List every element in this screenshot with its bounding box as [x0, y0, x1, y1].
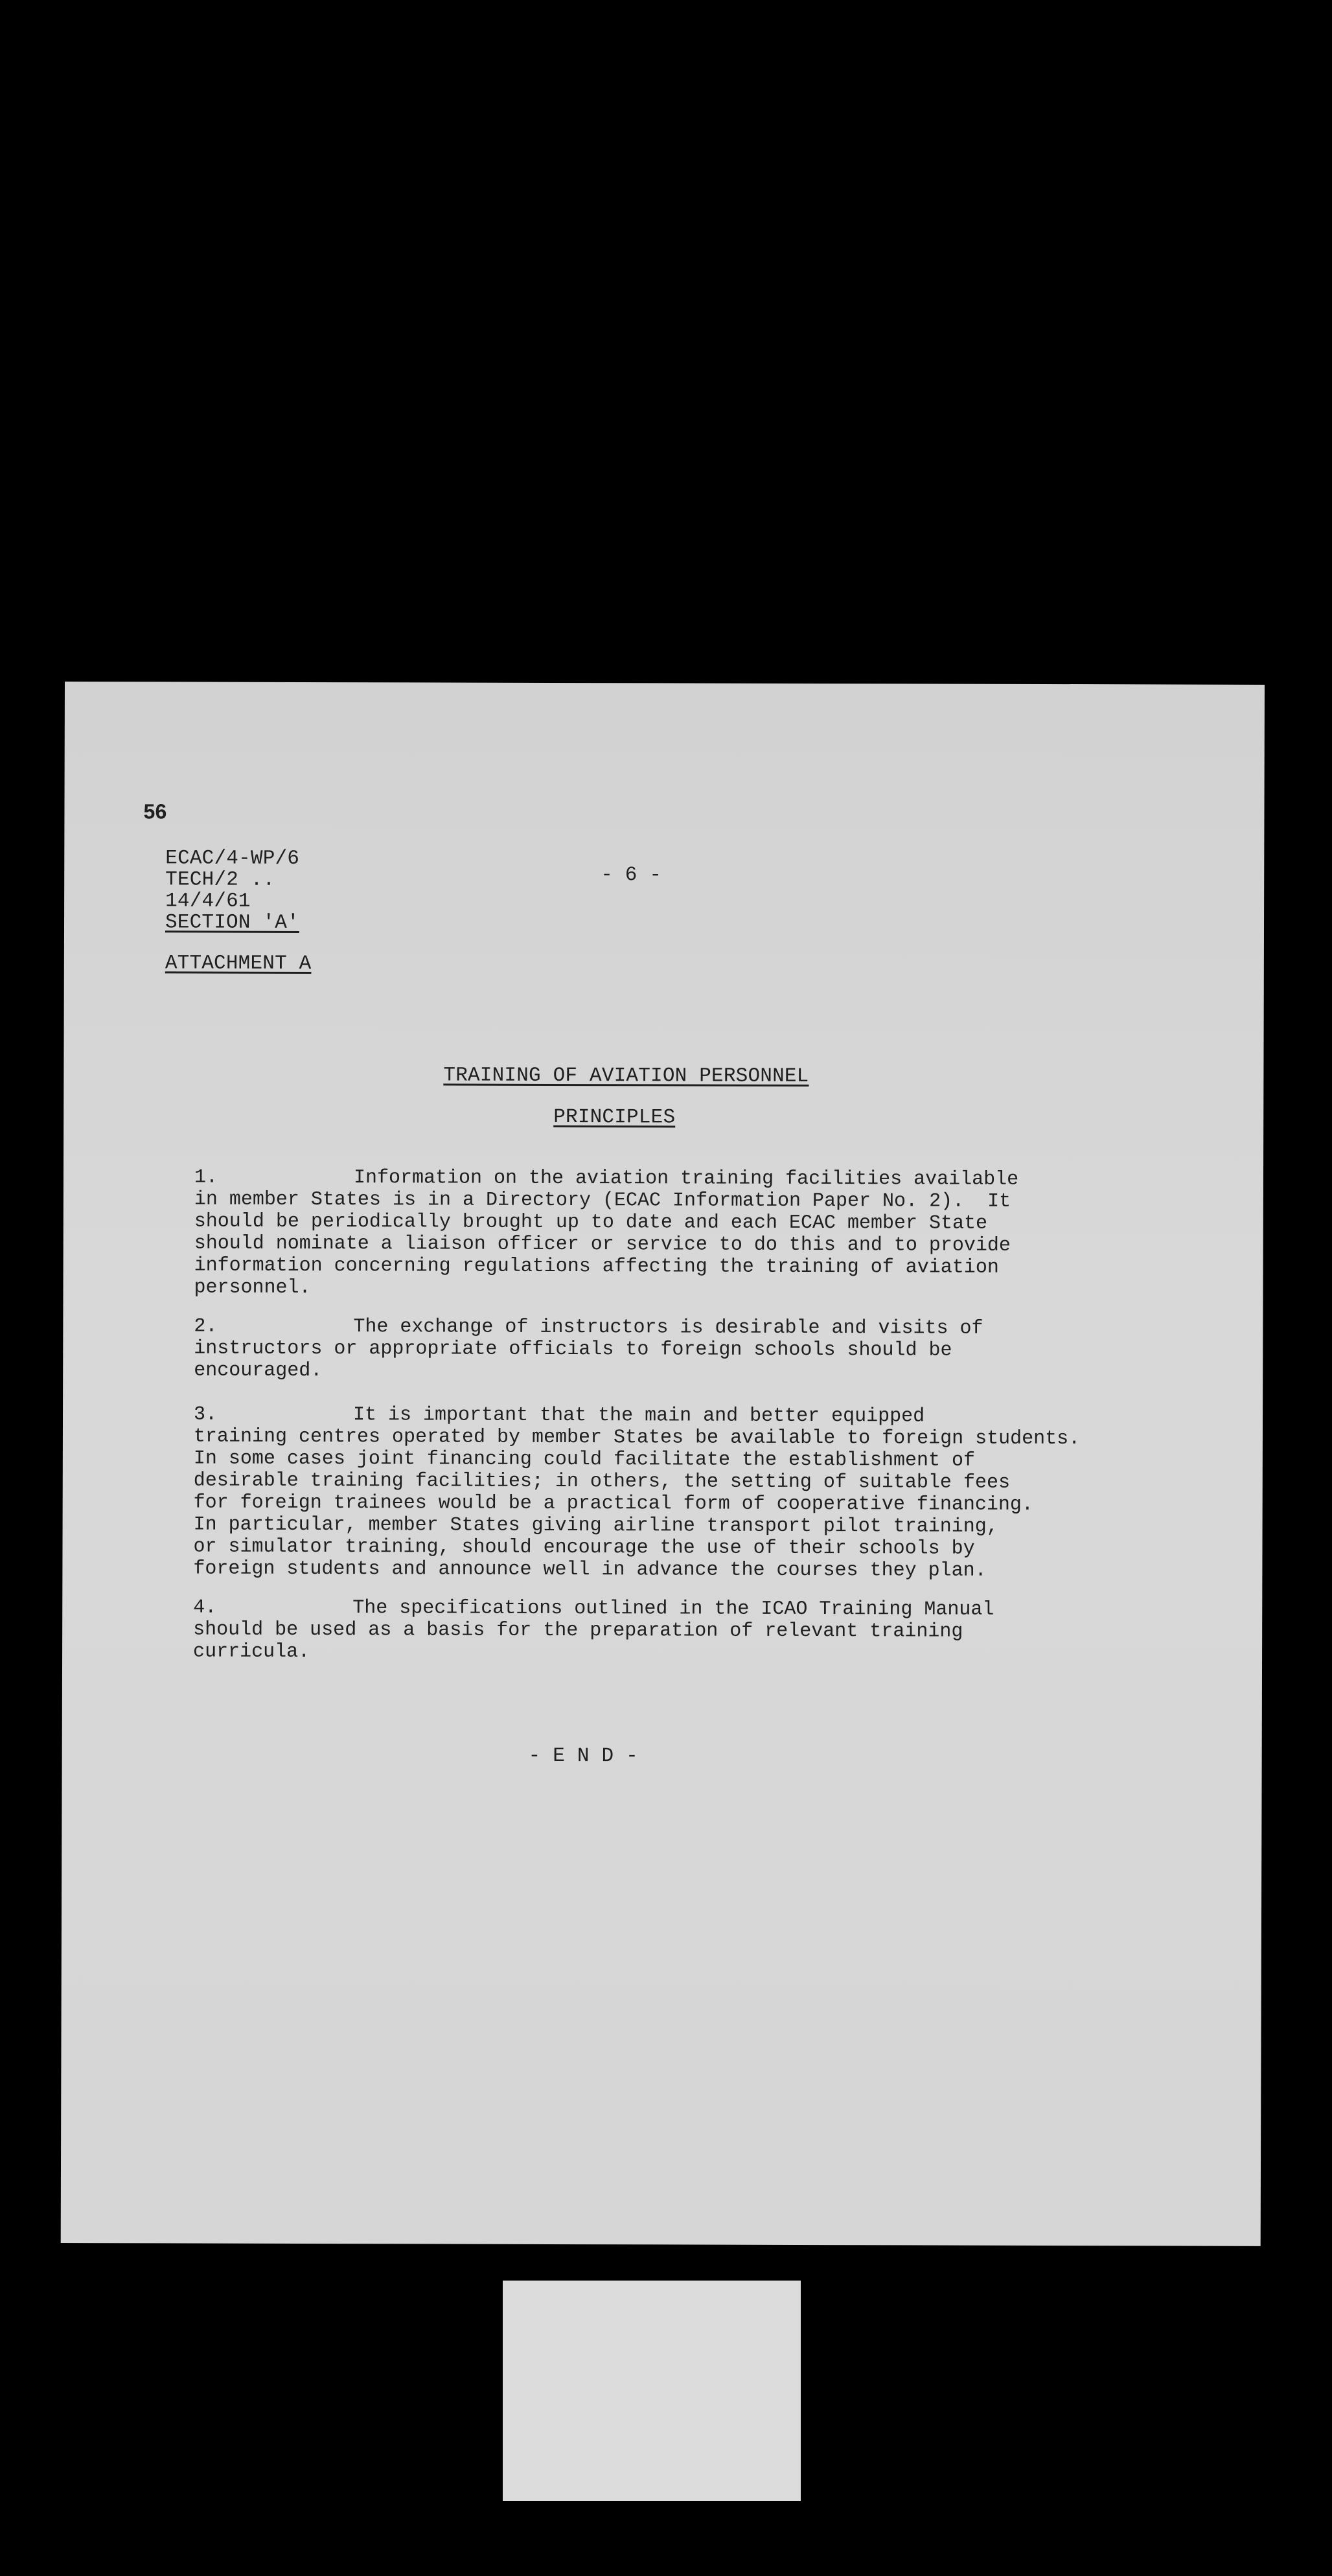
document-title: TRAINING OF AVIATION PERSONNEL — [443, 1064, 809, 1088]
paragraph-2: 2. The exchange of instructors is desirable and visits of instructors or appropriate officials to foreign schools should be encouraged. — [194, 1315, 983, 1383]
tech-reference: TECH/2 .. — [165, 868, 275, 891]
paragraph-1: 1. Information on the aviation training facilities available in member States is in a Directory (ECAC Information Paper No. 2). It should be periodically brought up to date and each ECAC member State should nominate a liaison officer or service to do this and to provide information concerning regulations affecting the training of aviation personnel. — [194, 1166, 1019, 1299]
page-number: 56 — [143, 799, 167, 823]
paragraph-number: 1. — [194, 1166, 218, 1189]
paragraph-number: 3. — [193, 1403, 218, 1426]
doc-reference: ECAC/4-WP/6 — [165, 847, 300, 870]
document-date: 14/4/61 — [165, 890, 251, 913]
section-label: SECTION 'A' — [165, 911, 299, 934]
document-sheet — [61, 682, 1265, 2246]
end-marker: - E N D - — [528, 1744, 638, 1768]
document-subtitle: PRINCIPLES — [553, 1105, 676, 1129]
attachment-label: ATTACHMENT A — [165, 952, 312, 975]
paragraph-number: 2. — [194, 1315, 218, 1338]
paragraph-4: 4. The specifications outlined in the ICAO Training Manual should be used as a basis for the preparation of relevant training curricula. — [193, 1596, 994, 1663]
calibration-card — [503, 2281, 801, 2501]
paragraph-3: 3. It is important that the main and better equipped training centres operated by member States be available to foreign students. In some cases joint financing could facilitate the establishment of desirable training facilities; in others, the setting of suitable fees for foreign trainees would be a practical form of cooperative financing. In particular, member States giving airline transport pilot training, or simulator training, should encourage the use of their schools by foreign students and announce well in advance the courses they plan. — [193, 1403, 1081, 1582]
paragraph-number: 4. — [193, 1596, 217, 1619]
center-page-number: - 6 - — [601, 864, 662, 887]
